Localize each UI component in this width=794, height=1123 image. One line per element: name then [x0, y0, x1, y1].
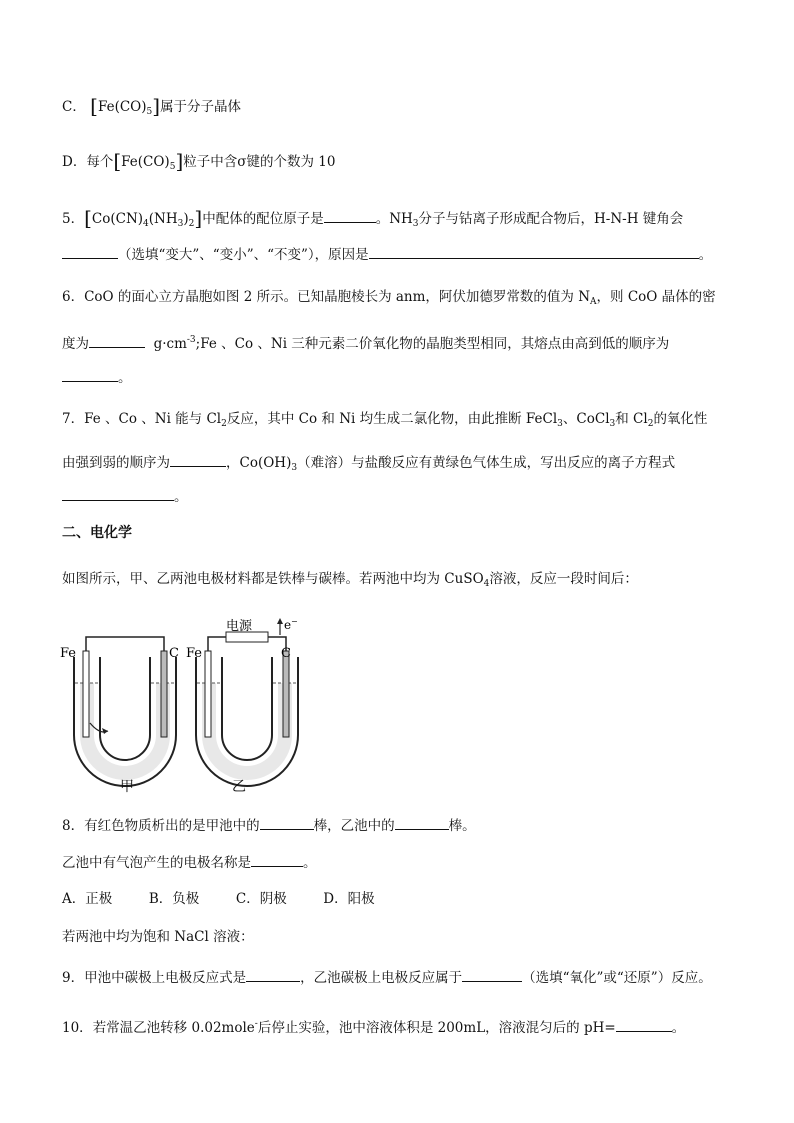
tube-inner	[222, 657, 272, 760]
left-bracket: [	[84, 206, 92, 230]
right-bracket: ]	[194, 206, 203, 230]
question-6-number: 6．	[62, 289, 85, 305]
option-b[interactable]: B．负极	[148, 891, 200, 907]
q10-text1: 若常温乙池转移 0.02mole	[92, 1020, 255, 1036]
answer-blank[interactable]	[260, 815, 314, 830]
question-10-line	[62, 1015, 685, 1037]
question-9-line	[62, 967, 712, 987]
question-5-line1	[62, 208, 683, 233]
answer-blank[interactable]	[251, 852, 303, 867]
q10-sup: -	[254, 1019, 258, 1029]
option-c[interactable]: C．阴极	[235, 891, 287, 907]
answer-blank[interactable]	[62, 244, 118, 259]
tube-inner	[100, 657, 150, 760]
c-electrode	[161, 651, 167, 737]
u-tube-diagram	[60, 615, 298, 795]
power-label: 电源	[226, 619, 253, 634]
electron-sup: −	[291, 617, 298, 626]
question-8-line1	[62, 815, 476, 835]
wire	[86, 637, 164, 651]
option-d[interactable]: D．阳极	[323, 891, 375, 907]
q8-text3: 棒。	[448, 818, 476, 834]
q7-text2: 反应，其中 Co 和 Ni 均生成二氯化物，由此推断 FeCl	[226, 411, 558, 427]
option-c-formula: Fe(CO)	[97, 99, 147, 115]
label-jia: 甲	[120, 779, 134, 795]
q7-text4: 和 Cl	[615, 411, 648, 427]
q7-text3: 、CoCl	[562, 411, 610, 427]
option-c-sub: 5	[146, 107, 153, 117]
question-8-number: 8．	[62, 818, 85, 834]
question-8-line2	[62, 852, 317, 872]
q5-sub2: 2	[188, 219, 195, 229]
option-c-text: 属于分子晶体	[160, 99, 242, 115]
q7-text1: Fe 、Co 、Ni 能与 Cl	[84, 411, 222, 427]
q9-text3: （选填“氧化”或“还原”）反应。	[522, 970, 712, 986]
question-6-line1	[62, 288, 716, 311]
answer-blank[interactable]	[89, 333, 145, 348]
section-heading: 二、电化学	[62, 525, 132, 541]
electrolyte	[80, 683, 170, 780]
intro-sub4: 4	[483, 579, 490, 589]
nacl-line: 若两池中均为饱和 NaCl 溶液：	[62, 929, 254, 945]
option-c-line	[62, 94, 242, 121]
q6-text3: 度为	[62, 336, 89, 352]
q6-na-sub: A	[590, 297, 597, 307]
option-d-text: 粒子中含σ键的个数为 10	[183, 154, 336, 170]
left-bracket: [	[113, 149, 122, 173]
option-d-line	[62, 149, 336, 176]
c-left-label: C	[169, 646, 179, 661]
option-d-sub: 5	[169, 162, 176, 172]
answer-blank[interactable]	[62, 367, 118, 382]
answer-blank[interactable]	[616, 1017, 672, 1032]
q6-end: 。	[118, 370, 132, 386]
q7-sub3b: 3	[609, 419, 616, 429]
option-c-prefix: C．	[62, 99, 86, 115]
q7-sub3c: 3	[291, 463, 298, 473]
option-d-formula: Fe(CO)	[121, 154, 170, 170]
arrow-head	[102, 728, 108, 734]
fe-right-label: Fe	[186, 646, 203, 661]
answer-blank[interactable]	[395, 815, 449, 830]
answer-blank[interactable]	[62, 486, 174, 501]
question-10-number: 10．	[62, 1020, 93, 1036]
electron-label: e	[284, 618, 292, 632]
fe-electrode	[83, 651, 89, 737]
answer-blank[interactable]	[170, 452, 226, 467]
q6-text4: ;Fe 、Co 、Ni 三种元素二价氧化物的晶胞类型相同，其熔点由高到低的顺序为	[195, 336, 670, 352]
q5-text1: 中配体的配位原子是	[202, 211, 324, 227]
fe-left-label: Fe	[60, 646, 77, 661]
q7-end: 。	[174, 489, 188, 505]
fe-electrode	[205, 651, 211, 737]
option-a[interactable]: A．正极	[62, 891, 113, 907]
answer-blank[interactable]	[324, 208, 376, 223]
cell-yi	[196, 618, 298, 786]
electrolysis-figure	[60, 615, 298, 795]
label-yi: 乙	[232, 779, 246, 795]
option-d-prefix: D．每个	[62, 154, 114, 170]
q9-text2: ，乙池碳极上电极反应属于	[300, 970, 463, 986]
wire	[208, 637, 226, 651]
intro-text1: 如图所示，甲、乙两池电极材料都是铁棒与碳棒。若两池中均为 CuSO	[62, 571, 484, 587]
q7-text6: 由强到弱的顺序为	[62, 455, 170, 471]
answer-blank[interactable]	[369, 244, 699, 259]
q5-text4: （选填“变大”、“变小”、“不变”），原因是	[118, 247, 369, 263]
question-6-line2	[62, 331, 669, 353]
intro-text2: 溶液，反应一段时间后：	[489, 571, 638, 587]
right-bracket: ]	[152, 94, 161, 118]
q5-co: Co(CN)	[91, 211, 144, 227]
q5-nh3sub: 3	[412, 219, 419, 229]
question-9-number: 9．	[62, 970, 85, 986]
q7-sub2a: 2	[221, 419, 227, 429]
electrolyte	[202, 683, 292, 780]
question-7-number: 7．	[62, 411, 85, 427]
q6-text2: ，则 CoO 晶体的密	[596, 289, 716, 305]
c-right-label: C	[281, 646, 291, 661]
left-bracket: [	[90, 94, 98, 118]
q6-unit-sup: -3	[186, 335, 196, 345]
question-6-line3	[62, 367, 132, 387]
cell-jia	[74, 637, 176, 786]
q5-text3: 分子与钴离子形成配合物后，H-N-H 键角会	[418, 211, 684, 227]
answer-blank[interactable]	[246, 967, 300, 982]
q5-sub3: 3	[177, 219, 184, 229]
c-electrode	[283, 651, 289, 737]
q6-text1: CoO 的面心立方晶胞如图 2 所示。已知晶胞棱长为 anm，阿伏加德罗常数的值为 N	[84, 289, 591, 305]
q7-text7: ，Co(OH)	[226, 455, 292, 471]
q5-nh: (NH	[148, 211, 178, 227]
q5-close: )	[183, 211, 189, 227]
q8-line2-end: 。	[303, 855, 317, 871]
right-bracket: ]	[175, 149, 184, 173]
intro-line	[62, 570, 638, 593]
options-line	[62, 890, 375, 908]
q5-sub4: 4	[143, 219, 149, 229]
q10-end: 。	[671, 1020, 686, 1036]
q5-text2: 。NH	[375, 211, 413, 227]
question-5-number: 5．	[62, 211, 85, 227]
q7-text8: （难溶）与盐酸反应有黄绿色气体生成，写出反应的离子方程式	[297, 455, 676, 471]
question-5-line2	[62, 244, 712, 264]
q8-line2: 乙池中有气泡产生的电极名称是	[62, 855, 251, 871]
q7-sub2b: 2	[647, 419, 654, 429]
q7-sub3a: 3	[557, 419, 563, 429]
q10-text2: 后停止实验，池中溶液体积是 200mL，溶液混匀后的 pH=	[257, 1020, 616, 1036]
q5-end: 。	[698, 247, 713, 263]
question-7-line2	[62, 452, 675, 477]
question-7-line1	[62, 410, 707, 433]
electron-arrow-head	[277, 618, 283, 624]
q7-text5: 的氧化性	[653, 411, 708, 427]
answer-blank[interactable]	[462, 967, 522, 982]
q8-text2: 棒，乙池中的	[313, 818, 395, 834]
q8-text1: 有红色物质析出的是甲池中的	[84, 818, 260, 834]
q9-text1: 甲池中碳极上电极反应式是	[84, 970, 247, 986]
question-7-line3	[62, 486, 188, 506]
q6-unit: g·cm	[153, 336, 187, 352]
